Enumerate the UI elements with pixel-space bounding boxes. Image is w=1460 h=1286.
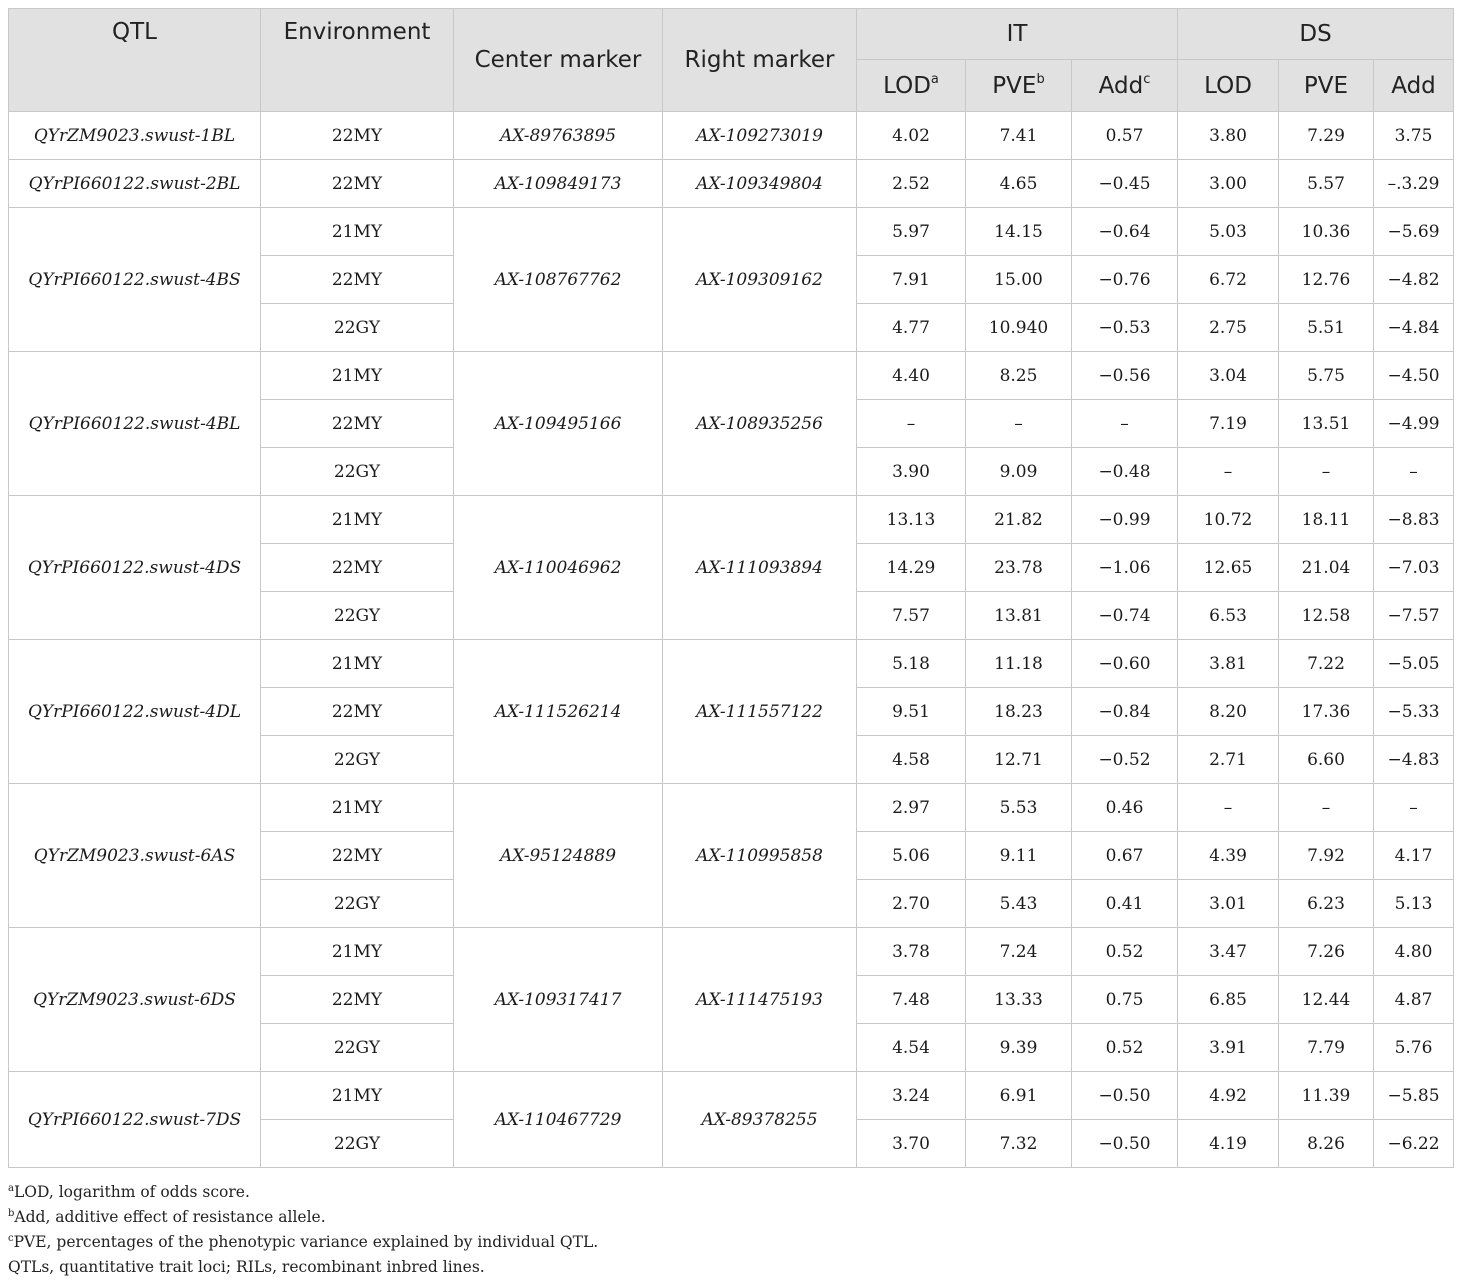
ds-pve-cell: 18.11 bbox=[1279, 496, 1374, 544]
header-ds-pve: PVE bbox=[1279, 60, 1374, 112]
it-lod-cell: 7.48 bbox=[857, 976, 966, 1024]
header-ds-lod: LOD bbox=[1178, 60, 1279, 112]
it-lod-cell: 2.52 bbox=[857, 160, 966, 208]
center-marker-cell: AX-95124889 bbox=[454, 784, 663, 928]
it-lod-cell: 14.29 bbox=[857, 544, 966, 592]
it-lod-cell: 7.91 bbox=[857, 256, 966, 304]
environment-cell: 22GY bbox=[261, 1024, 454, 1072]
it-lod-cell: 5.06 bbox=[857, 832, 966, 880]
header-it-lod: LOD$^a$ bbox=[857, 60, 966, 112]
ds-add-cell: −5.69 bbox=[1374, 208, 1454, 256]
environment-cell: 22MY bbox=[261, 400, 454, 448]
ds-add-cell: −7.57 bbox=[1374, 592, 1454, 640]
footnote: $^c$PVE, percentages of the phenotypic variance explained by individual QTL. bbox=[8, 1233, 599, 1251]
ds-pve-cell: 21.04 bbox=[1279, 544, 1374, 592]
right-marker-cell: AX-109273019 bbox=[663, 112, 857, 160]
environment-cell: 22GY bbox=[261, 592, 454, 640]
header-it-add: Add$^c$ bbox=[1072, 60, 1178, 112]
ds-lod-cell: 10.72 bbox=[1178, 496, 1279, 544]
ds-lod-cell: 2.71 bbox=[1178, 736, 1279, 784]
qtl-table-container bbox=[8, 8, 1453, 1168]
it-lod-cell: 3.78 bbox=[857, 928, 966, 976]
table-row bbox=[9, 784, 1454, 832]
ds-pve-cell: 7.29 bbox=[1279, 112, 1374, 160]
it-add-cell: −0.74 bbox=[1072, 592, 1178, 640]
table-row bbox=[9, 352, 1454, 400]
it-pve-cell: 15.00 bbox=[966, 256, 1072, 304]
ds-add-cell: −4.84 bbox=[1374, 304, 1454, 352]
it-add-cell: 0.52 bbox=[1072, 1024, 1178, 1072]
ds-lod-cell: – bbox=[1178, 784, 1279, 832]
environment-cell: 21MY bbox=[261, 496, 454, 544]
it-add-cell: −0.45 bbox=[1072, 160, 1178, 208]
it-add-cell: 0.75 bbox=[1072, 976, 1178, 1024]
ds-add-cell: −5.33 bbox=[1374, 688, 1454, 736]
table-row bbox=[9, 1072, 1454, 1120]
ds-pve-cell: 7.92 bbox=[1279, 832, 1374, 880]
qtl-name-cell: QYrPI660122.swust-4BL bbox=[9, 352, 261, 496]
ds-add-cell: –.3.29 bbox=[1374, 160, 1454, 208]
ds-lod-cell: 4.39 bbox=[1178, 832, 1279, 880]
qtl-table bbox=[8, 8, 1454, 1168]
environment-cell: 22GY bbox=[261, 448, 454, 496]
environment-cell: 22GY bbox=[261, 880, 454, 928]
ds-lod-cell: 6.72 bbox=[1178, 256, 1279, 304]
it-pve-cell: 10.940 bbox=[966, 304, 1072, 352]
it-pve-cell: 5.43 bbox=[966, 880, 1072, 928]
right-marker-cell: AX-111475193 bbox=[663, 928, 857, 1072]
header-ds-group: DS bbox=[1178, 9, 1454, 60]
table-footnotes bbox=[8, 1180, 598, 1280]
ds-pve-cell: 12.44 bbox=[1279, 976, 1374, 1024]
ds-pve-cell: 6.23 bbox=[1279, 880, 1374, 928]
it-add-cell: 0.67 bbox=[1072, 832, 1178, 880]
ds-add-cell: 5.13 bbox=[1374, 880, 1454, 928]
ds-add-cell: – bbox=[1374, 784, 1454, 832]
ds-lod-cell: 7.19 bbox=[1178, 400, 1279, 448]
qtl-name-cell: QYrZM9023.swust-6DS bbox=[9, 928, 261, 1072]
qtl-name-cell: QYrZM9023.swust-6AS bbox=[9, 784, 261, 928]
it-pve-cell: 18.23 bbox=[966, 688, 1072, 736]
environment-cell: 22GY bbox=[261, 736, 454, 784]
ds-add-cell: 4.80 bbox=[1374, 928, 1454, 976]
table-row bbox=[9, 496, 1454, 544]
center-marker-cell: AX-109849173 bbox=[454, 160, 663, 208]
it-pve-cell: 4.65 bbox=[966, 160, 1072, 208]
table-header bbox=[9, 9, 1454, 112]
it-pve-cell: 8.25 bbox=[966, 352, 1072, 400]
header-center-marker: Center marker bbox=[454, 9, 663, 112]
ds-lod-cell: 4.19 bbox=[1178, 1120, 1279, 1168]
ds-pve-cell: 12.58 bbox=[1279, 592, 1374, 640]
environment-cell: 22MY bbox=[261, 688, 454, 736]
ds-lod-cell: 6.53 bbox=[1178, 592, 1279, 640]
center-marker-cell: AX-110046962 bbox=[454, 496, 663, 640]
ds-add-cell: 5.76 bbox=[1374, 1024, 1454, 1072]
ds-pve-cell: 5.51 bbox=[1279, 304, 1374, 352]
center-marker-cell: AX-89763895 bbox=[454, 112, 663, 160]
ds-add-cell: 4.17 bbox=[1374, 832, 1454, 880]
right-marker-cell: AX-109349804 bbox=[663, 160, 857, 208]
qtl-name-cell: QYrPI660122.swust-4DS bbox=[9, 496, 261, 640]
it-add-cell: −0.50 bbox=[1072, 1120, 1178, 1168]
ds-add-cell: −7.03 bbox=[1374, 544, 1454, 592]
table-row bbox=[9, 160, 1454, 208]
header-it-group: IT bbox=[857, 9, 1178, 60]
it-pve-cell: 9.09 bbox=[966, 448, 1072, 496]
it-lod-cell: 13.13 bbox=[857, 496, 966, 544]
environment-cell: 22MY bbox=[261, 832, 454, 880]
it-lod-cell: 5.97 bbox=[857, 208, 966, 256]
environment-cell: 22MY bbox=[261, 112, 454, 160]
ds-pve-cell: 13.51 bbox=[1279, 400, 1374, 448]
right-marker-cell: AX-89378255 bbox=[663, 1072, 857, 1168]
it-add-cell: −0.52 bbox=[1072, 736, 1178, 784]
it-add-cell: −0.76 bbox=[1072, 256, 1178, 304]
table-row bbox=[9, 112, 1454, 160]
header-ds-add: Add bbox=[1374, 60, 1454, 112]
ds-pve-cell: – bbox=[1279, 784, 1374, 832]
environment-cell: 21MY bbox=[261, 640, 454, 688]
qtl-name-cell: QYrZM9023.swust-1BL bbox=[9, 112, 261, 160]
center-marker-cell: AX-109495166 bbox=[454, 352, 663, 496]
it-pve-cell: 9.39 bbox=[966, 1024, 1072, 1072]
table-body bbox=[9, 112, 1454, 1168]
it-pve-cell: – bbox=[966, 400, 1072, 448]
it-lod-cell: 5.18 bbox=[857, 640, 966, 688]
right-marker-cell: AX-111557122 bbox=[663, 640, 857, 784]
qtl-name-cell: QYrPI660122.swust-7DS bbox=[9, 1072, 261, 1168]
right-marker-cell: AX-109309162 bbox=[663, 208, 857, 352]
header-it-pve: PVE$^b$ bbox=[966, 60, 1072, 112]
it-lod-cell: 4.40 bbox=[857, 352, 966, 400]
it-lod-cell: 9.51 bbox=[857, 688, 966, 736]
environment-cell: 21MY bbox=[261, 928, 454, 976]
ds-pve-cell: 11.39 bbox=[1279, 1072, 1374, 1120]
ds-add-cell: −4.83 bbox=[1374, 736, 1454, 784]
footnote: $^a$LOD, logarithm of odds score. bbox=[8, 1183, 250, 1201]
it-lod-cell: 3.24 bbox=[857, 1072, 966, 1120]
ds-pve-cell: – bbox=[1279, 448, 1374, 496]
ds-add-cell: −5.85 bbox=[1374, 1072, 1454, 1120]
it-add-cell: 0.46 bbox=[1072, 784, 1178, 832]
it-pve-cell: 9.11 bbox=[966, 832, 1072, 880]
it-pve-cell: 13.81 bbox=[966, 592, 1072, 640]
environment-cell: 22MY bbox=[261, 160, 454, 208]
ds-add-cell: −4.50 bbox=[1374, 352, 1454, 400]
ds-add-cell: −8.83 bbox=[1374, 496, 1454, 544]
it-add-cell: −0.99 bbox=[1072, 496, 1178, 544]
footnote: QTLs, quantitative trait loci; RILs, recombinant inbred lines. bbox=[8, 1258, 485, 1276]
it-lod-cell: 4.02 bbox=[857, 112, 966, 160]
it-pve-cell: 11.18 bbox=[966, 640, 1072, 688]
right-marker-cell: AX-110995858 bbox=[663, 784, 857, 928]
ds-pve-cell: 7.26 bbox=[1279, 928, 1374, 976]
it-pve-cell: 7.24 bbox=[966, 928, 1072, 976]
table-row bbox=[9, 208, 1454, 256]
environment-cell: 22GY bbox=[261, 1120, 454, 1168]
it-lod-cell: 4.58 bbox=[857, 736, 966, 784]
ds-pve-cell: 8.26 bbox=[1279, 1120, 1374, 1168]
qtl-name-cell: QYrPI660122.swust-4BS bbox=[9, 208, 261, 352]
center-marker-cell: AX-111526214 bbox=[454, 640, 663, 784]
it-add-cell: −1.06 bbox=[1072, 544, 1178, 592]
ds-pve-cell: 7.22 bbox=[1279, 640, 1374, 688]
header-right-marker: Right marker bbox=[663, 9, 857, 112]
ds-pve-cell: 5.75 bbox=[1279, 352, 1374, 400]
it-add-cell: −0.84 bbox=[1072, 688, 1178, 736]
environment-cell: 22GY bbox=[261, 304, 454, 352]
center-marker-cell: AX-108767762 bbox=[454, 208, 663, 352]
it-pve-cell: 14.15 bbox=[966, 208, 1072, 256]
environment-cell: 22MY bbox=[261, 544, 454, 592]
ds-lod-cell: 2.75 bbox=[1178, 304, 1279, 352]
environment-cell: 22MY bbox=[261, 976, 454, 1024]
it-pve-cell: 12.71 bbox=[966, 736, 1072, 784]
ds-lod-cell: 6.85 bbox=[1178, 976, 1279, 1024]
ds-lod-cell: 4.92 bbox=[1178, 1072, 1279, 1120]
it-pve-cell: 5.53 bbox=[966, 784, 1072, 832]
it-add-cell: −0.60 bbox=[1072, 640, 1178, 688]
ds-lod-cell: 3.81 bbox=[1178, 640, 1279, 688]
ds-add-cell: −4.99 bbox=[1374, 400, 1454, 448]
it-lod-cell: 2.97 bbox=[857, 784, 966, 832]
right-marker-cell: AX-111093894 bbox=[663, 496, 857, 640]
it-lod-cell: 2.70 bbox=[857, 880, 966, 928]
ds-add-cell: 3.75 bbox=[1374, 112, 1454, 160]
environment-cell: 21MY bbox=[261, 784, 454, 832]
ds-lod-cell: 8.20 bbox=[1178, 688, 1279, 736]
it-pve-cell: 7.32 bbox=[966, 1120, 1072, 1168]
it-add-cell: 0.57 bbox=[1072, 112, 1178, 160]
environment-cell: 21MY bbox=[261, 352, 454, 400]
ds-pve-cell: 6.60 bbox=[1279, 736, 1374, 784]
it-add-cell: – bbox=[1072, 400, 1178, 448]
ds-add-cell: −4.82 bbox=[1374, 256, 1454, 304]
ds-pve-cell: 5.57 bbox=[1279, 160, 1374, 208]
it-pve-cell: 21.82 bbox=[966, 496, 1072, 544]
table-row bbox=[9, 928, 1454, 976]
it-lod-cell: 3.90 bbox=[857, 448, 966, 496]
it-add-cell: 0.41 bbox=[1072, 880, 1178, 928]
qtl-name-cell: QYrPI660122.swust-2BL bbox=[9, 160, 261, 208]
qtl-name-cell: QYrPI660122.swust-4DL bbox=[9, 640, 261, 784]
ds-lod-cell: 3.80 bbox=[1178, 112, 1279, 160]
ds-pve-cell: 17.36 bbox=[1279, 688, 1374, 736]
ds-add-cell: −5.05 bbox=[1374, 640, 1454, 688]
ds-lod-cell: 3.91 bbox=[1178, 1024, 1279, 1072]
it-lod-cell: 4.54 bbox=[857, 1024, 966, 1072]
footnote: $^b$Add, additive effect of resistance allele. bbox=[8, 1208, 326, 1226]
it-lod-cell: 4.77 bbox=[857, 304, 966, 352]
ds-lod-cell: 5.03 bbox=[1178, 208, 1279, 256]
center-marker-cell: AX-110467729 bbox=[454, 1072, 663, 1168]
right-marker-cell: AX-108935256 bbox=[663, 352, 857, 496]
it-pve-cell: 23.78 bbox=[966, 544, 1072, 592]
it-add-cell: −0.48 bbox=[1072, 448, 1178, 496]
ds-lod-cell: 3.47 bbox=[1178, 928, 1279, 976]
it-lod-cell: 3.70 bbox=[857, 1120, 966, 1168]
table-row bbox=[9, 640, 1454, 688]
it-add-cell: −0.53 bbox=[1072, 304, 1178, 352]
environment-cell: 22MY bbox=[261, 256, 454, 304]
it-add-cell: 0.52 bbox=[1072, 928, 1178, 976]
it-lod-cell: 7.57 bbox=[857, 592, 966, 640]
ds-lod-cell: 3.00 bbox=[1178, 160, 1279, 208]
it-pve-cell: 6.91 bbox=[966, 1072, 1072, 1120]
ds-lod-cell: 12.65 bbox=[1178, 544, 1279, 592]
ds-pve-cell: 7.79 bbox=[1279, 1024, 1374, 1072]
ds-add-cell: 4.87 bbox=[1374, 976, 1454, 1024]
ds-lod-cell: – bbox=[1178, 448, 1279, 496]
it-add-cell: −0.56 bbox=[1072, 352, 1178, 400]
ds-add-cell: – bbox=[1374, 448, 1454, 496]
it-add-cell: −0.64 bbox=[1072, 208, 1178, 256]
it-pve-cell: 13.33 bbox=[966, 976, 1072, 1024]
ds-lod-cell: 3.01 bbox=[1178, 880, 1279, 928]
ds-pve-cell: 12.76 bbox=[1279, 256, 1374, 304]
header-environment: Environment bbox=[261, 9, 454, 112]
ds-add-cell: −6.22 bbox=[1374, 1120, 1454, 1168]
it-add-cell: −0.50 bbox=[1072, 1072, 1178, 1120]
it-lod-cell: – bbox=[857, 400, 966, 448]
header-qtl: QTL bbox=[9, 9, 261, 112]
ds-lod-cell: 3.04 bbox=[1178, 352, 1279, 400]
it-pve-cell: 7.41 bbox=[966, 112, 1072, 160]
environment-cell: 21MY bbox=[261, 1072, 454, 1120]
ds-pve-cell: 10.36 bbox=[1279, 208, 1374, 256]
center-marker-cell: AX-109317417 bbox=[454, 928, 663, 1072]
environment-cell: 21MY bbox=[261, 208, 454, 256]
